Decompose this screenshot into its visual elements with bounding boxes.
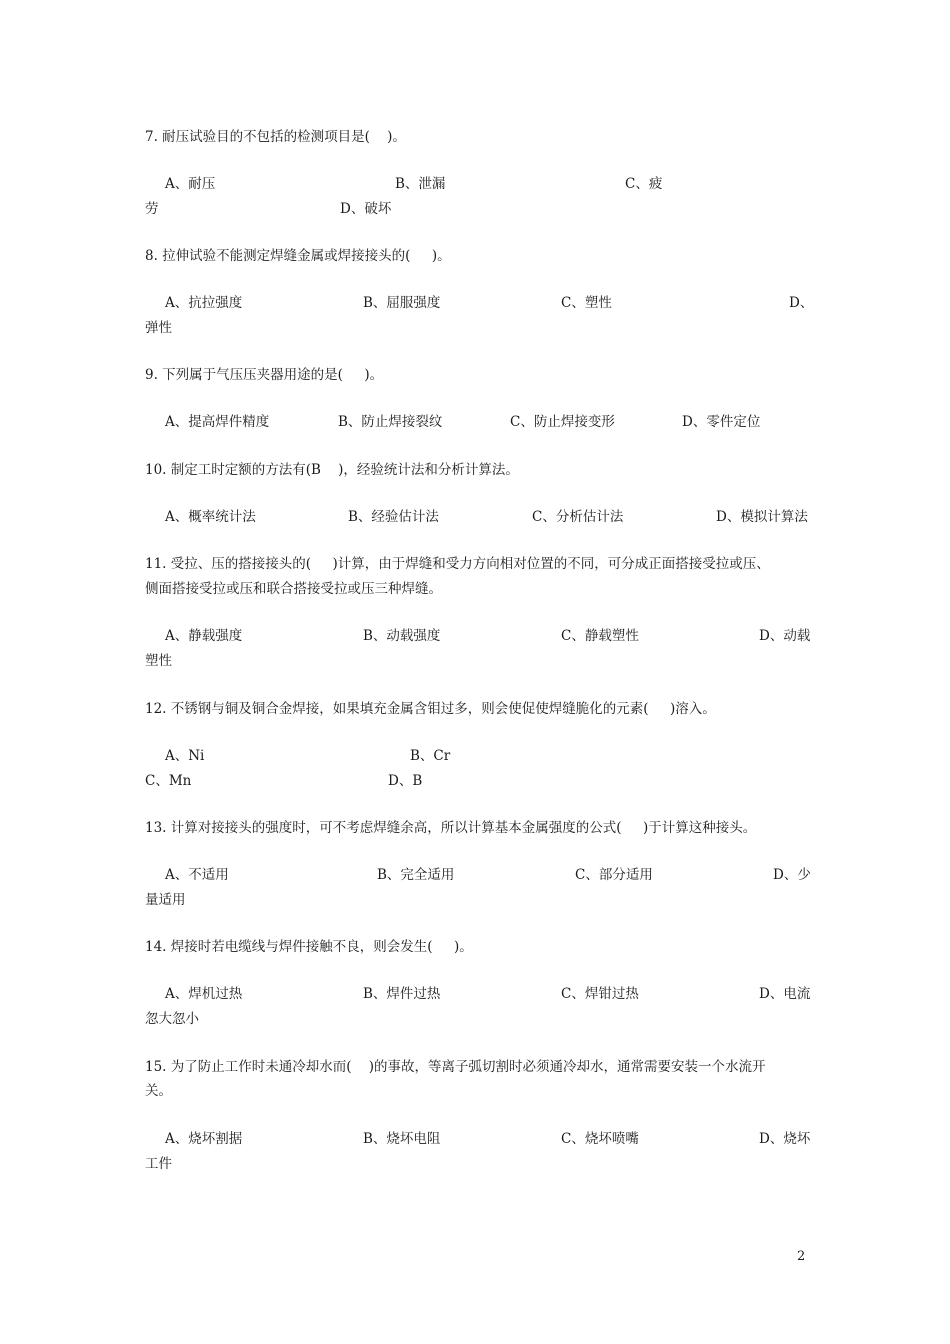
option-8d-cont: 弹性 <box>145 320 172 336</box>
option-9a: A、提高焊件精度 <box>165 414 270 430</box>
option-10c: C、分析估计法 <box>532 509 624 525</box>
option-11c: C、静载塑性 <box>561 628 639 644</box>
option-7d: D、破坏 <box>340 201 392 217</box>
option-12b: B、Cr <box>410 748 451 764</box>
question-15-cont: 关。 <box>145 1083 172 1099</box>
option-10a: A、概率统计法 <box>165 509 256 525</box>
option-13c: C、部分适用 <box>575 867 653 883</box>
option-13b: B、完全适用 <box>377 867 455 883</box>
question-14: 14. 焊接时若电缆线与焊件接触不良，则会发生( )。 <box>145 939 473 955</box>
option-14d: D、电流 <box>759 986 811 1002</box>
option-15d: D、烧坏 <box>759 1131 811 1147</box>
option-15d-cont: 工件 <box>145 1156 172 1172</box>
option-7c-cont: 劳 <box>145 201 159 217</box>
question-11-cont: 侧面搭接受拉或压和联合搭接受拉或压三种焊缝。 <box>145 581 442 597</box>
option-11a: A、静载强度 <box>165 628 243 644</box>
option-15b: B、烧坏电阻 <box>363 1131 441 1147</box>
option-13d-cont: 量适用 <box>145 892 186 908</box>
option-14a: A、焊机过热 <box>165 986 243 1002</box>
question-11: 11. 受拉、压的搭接接头的( )计算，由于焊缝和受力方向相对位置的不同，可分成正面搭接受拉或压、 <box>145 556 770 572</box>
option-11d: D、动载 <box>759 628 811 644</box>
question-10: 10. 制定工时定额的方法有(B )，经验统计法和分析计算法。 <box>145 462 519 478</box>
option-9d: D、零件定位 <box>682 414 761 430</box>
page-number: 2 <box>797 1249 806 1264</box>
option-13d: D、少 <box>773 867 811 883</box>
option-7a: A、耐压 <box>165 176 216 192</box>
option-7b: B、泄漏 <box>395 176 446 192</box>
option-8a: A、抗拉强度 <box>165 295 243 311</box>
option-7c: C、疲 <box>625 176 663 192</box>
question-13: 13. 计算对接接头的强度时，可不考虑焊缝余高，所以计算基本金属强度的公式( )于计算这种接头。 <box>145 820 757 836</box>
option-12a: A、Ni <box>165 748 205 764</box>
option-11b: B、动载强度 <box>363 628 441 644</box>
option-8c: C、塑性 <box>561 295 612 311</box>
option-14d-cont: 忽大忽小 <box>145 1011 199 1027</box>
option-10d: D、模拟计算法 <box>716 509 808 525</box>
question-9: 9. 下列属于气压压夹器用途的是( )。 <box>145 367 384 383</box>
option-8d: D、 <box>789 295 814 311</box>
option-12c: C、Mn <box>145 773 192 789</box>
question-15: 15. 为了防止工作时未通冷却水而( )的事故，等离子弧切割时必须通冷却水，通常需要安装一个水流开 <box>145 1059 766 1075</box>
option-15c: C、烧坏喷嘴 <box>561 1131 639 1147</box>
question-7: 7. 耐压试验目的不包括的检测项目是( )。 <box>145 129 406 145</box>
question-12: 12. 不锈钢与铜及铜合金焊接，如果填充金属含钼过多，则会使促使焊缝脆化的元素( )溶入。 <box>145 701 716 717</box>
option-12d: D、B <box>388 773 423 789</box>
option-14c: C、焊钳过热 <box>561 986 639 1002</box>
option-8b: B、屈服强度 <box>363 295 441 311</box>
option-14b: B、焊件过热 <box>363 986 441 1002</box>
option-9c: C、防止焊接变形 <box>510 414 615 430</box>
option-15a: A、烧坏割据 <box>165 1131 243 1147</box>
option-11d-cont: 塑性 <box>145 653 172 669</box>
option-10b: B、经验估计法 <box>348 509 439 525</box>
question-8: 8. 拉伸试验不能测定焊缝金属或焊接接头的( )。 <box>145 248 451 264</box>
option-9b: B、防止焊接裂纹 <box>338 414 443 430</box>
option-13a: A、不适用 <box>165 867 229 883</box>
